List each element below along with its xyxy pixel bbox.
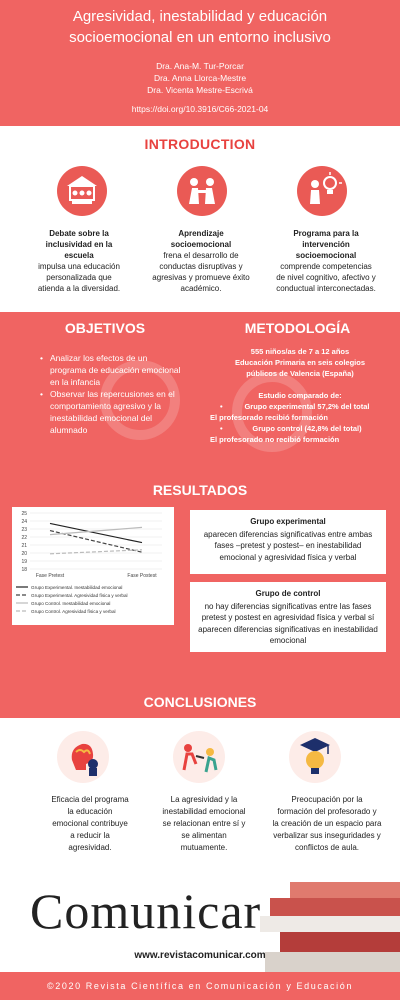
y-tick-label: 21: [21, 543, 27, 549]
met-exp-group: • Grupo experimental 57,2% del total: [210, 401, 390, 412]
legend-label: Grupo Experimental. Agresividad física y verbal: [31, 592, 128, 598]
intro-2-body-4: académico.: [180, 284, 222, 293]
result-box-experimental: [190, 510, 386, 574]
result-box-1-heading: Grupo experimental: [250, 517, 326, 526]
footer-copyright: ©2020 Revista Científica en Comunicación y Educación: [47, 981, 353, 991]
intro-2-body-2: conductas disruptivas y: [159, 262, 243, 271]
intro-3-body-1: comprende competencias: [280, 262, 372, 271]
website-link[interactable]: www.revistacomunicar.com: [134, 950, 266, 961]
objetivos-title: OBJETIVOS: [64, 320, 146, 336]
intro-3-heading-3: socioemocional: [295, 251, 357, 260]
line-chart: [12, 507, 174, 625]
intro-3-heading-2: intervención: [302, 240, 350, 249]
author-1: Dra. Ana-M. Tur-Porcar: [156, 61, 244, 71]
intro-1-heading-3: escuela: [64, 251, 94, 260]
conclusion-2-line: mutuamente.: [180, 843, 228, 852]
conclusion-3-line: conflictos de aula.: [294, 843, 360, 852]
conclusiones-title: CONCLUSIONES: [143, 694, 257, 710]
author-3: Dra. Vicenta Mestre-Escrivá: [147, 85, 253, 95]
intro-1-body-3: atienda a la diversidad.: [37, 284, 121, 293]
authors: [0, 60, 400, 96]
conclusion-2-line: se alimentan: [181, 831, 227, 840]
conclusion-2: [140, 794, 268, 854]
conclusiones-panel: [0, 718, 400, 878]
metodologia-body: [210, 346, 390, 445]
intro-column-1: [20, 228, 138, 294]
objetivo-item: • Observar las repercusiones en el comportamiento agresivo y la inestabilidad emocional del alumnado: [40, 388, 185, 436]
met-participants: 555 niños/as de 7 a 12 años: [250, 347, 350, 356]
conclusion-2-line: inestabilidad emocional: [162, 807, 246, 816]
x-tick-label: Fase Postest: [127, 573, 157, 579]
comunicar-logo: Comunicar: [30, 883, 262, 939]
doi-link[interactable]: https://doi.org/10.3916/C66-2021-04: [131, 104, 269, 114]
conclusion-3: [262, 794, 392, 854]
met-location: públicos de Valencia (España): [246, 369, 354, 378]
results-chart: [12, 507, 174, 625]
result-box-2-body: no hay diferencias significativas entre las fases pretest y postest en agresividad física y verbal sí aparecen diferencias significativas en inestabilidad emocional: [198, 601, 378, 645]
resultados-title: RESULTADOS: [152, 482, 248, 498]
result-box-control: [190, 582, 386, 652]
result-box-1-body: aparecen diferencias significativas entre ambas fases –pretest y postest– en inestabilidad emocional y agresividad física y verbal: [203, 529, 373, 562]
y-tick-label: 19: [21, 559, 27, 565]
intro-2-body-1: frena el desarrollo de: [163, 251, 239, 260]
intro-1-heading-2: inclusividad en la: [45, 240, 113, 249]
met-compare: Estudio comparado de:: [258, 391, 342, 400]
poster-title: [0, 6, 400, 48]
met-ctrl-note: El profesorado no recibió formación: [210, 435, 340, 444]
y-tick-label: 22: [21, 535, 27, 541]
y-tick-label: 18: [21, 567, 27, 573]
objetivo-item: • Analizar los efectos de un programa de educación emocional en la infancia: [40, 352, 185, 388]
conclusion-3-line: Preocupación por la: [291, 795, 363, 804]
chart-caption: Análisis comparativos fase pretest y postest: [14, 614, 160, 623]
metodologia-title: METODOLOGÍA: [244, 320, 351, 336]
intro-1-body-1: impulsa una educación: [38, 262, 120, 271]
introduction-title: INTRODUCTION: [144, 136, 256, 152]
title-line-2: socioemocional en un entorno inclusivo: [69, 29, 331, 46]
intro-3-body-2: de nivel cognitivo, afectivo y: [276, 273, 376, 282]
teacher-ideas-icon: [297, 166, 347, 216]
intro-column-2: [140, 228, 262, 294]
brand-area: [0, 878, 400, 972]
met-exp-note: El profesorado recibió formación: [210, 413, 328, 422]
met-ctrl-group: • Grupo control (42,8% del total): [210, 423, 390, 434]
intro-3-heading-1: Programa para la: [293, 229, 359, 238]
conclusion-3-line: la creación de un espacio para: [272, 819, 382, 828]
conclusion-1: [30, 794, 150, 854]
conclusion-1-line: a reducir la: [70, 831, 110, 840]
intro-2-body-3: agresivas y promueve éxito: [152, 273, 250, 282]
conclusion-1-line: Eficacia del programa: [51, 795, 129, 804]
objetivos-list: [40, 352, 185, 436]
conclusion-2-line: La agresividad y la: [170, 795, 238, 804]
y-tick-label: 25: [21, 511, 27, 517]
x-tick-label: Fase Pretest: [35, 573, 65, 579]
conclusion-1-line: la educación: [67, 807, 113, 816]
school-children-icon: [57, 166, 107, 216]
intro-1-body-2: personalizada que: [46, 273, 112, 282]
intro-2-heading-2: socioemocional: [170, 240, 232, 249]
conclusion-3-line: formación del profesorado y: [277, 807, 377, 816]
conclusion-2-line: se relacionan entre sí y: [162, 819, 246, 828]
legend-label: Grupo Experimental. Inestabilidad emocional: [31, 584, 123, 590]
intro-column-3: [262, 228, 390, 294]
intro-2-heading-1: Aprendizaje: [178, 229, 224, 238]
result-box-2-heading: Grupo de control: [255, 589, 321, 598]
y-tick-label: 23: [21, 527, 27, 533]
emotions-people-icon: [172, 730, 226, 784]
legend-label: Grupo Control. Inestabilidad emocional: [31, 600, 111, 606]
legend-label: Grupo Control. Agresividad física y verbal: [31, 608, 116, 614]
graduation-bulb-icon: [288, 730, 342, 784]
title-line-1: Agresividad, inestabilidad y educación: [72, 8, 328, 25]
introduction-section: [0, 126, 400, 312]
intro-1-heading-1: Debate sobre la: [49, 229, 109, 238]
y-tick-label: 20: [21, 551, 27, 557]
conclusion-1-line: agresividad.: [68, 843, 112, 852]
intro-3-body-3: conductual interconectadas.: [276, 284, 376, 293]
met-schools: Educación Primaria en seis colegios: [234, 358, 366, 367]
y-tick-label: 24: [21, 519, 27, 525]
conclusion-3-line: verbalizar sus inseguridades y: [273, 831, 381, 840]
brain-student-icon: [56, 730, 110, 784]
conclusion-1-line: emocional contribuye: [52, 819, 128, 828]
header: [0, 0, 400, 124]
children-playing-icon: [177, 166, 227, 216]
author-2: Dra. Anna Llorca-Mestre: [153, 73, 247, 83]
